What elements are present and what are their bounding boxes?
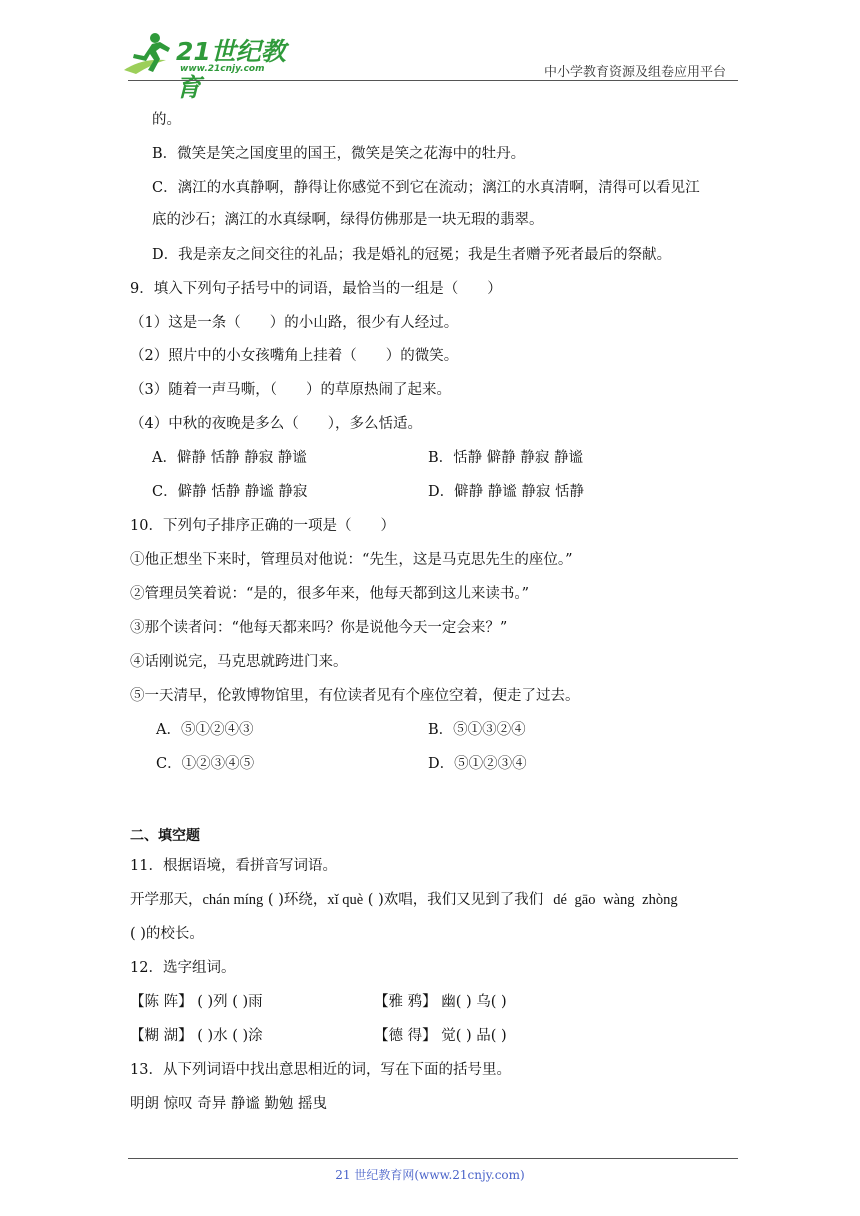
- q9-option-b: B．恬静 僻静 静寂 静谧: [428, 450, 583, 466]
- q8-option-d: D．我是亲友之间交往的礼品；我是婚礼的冠冕；我是生者赠予死者最后的祭献。: [152, 247, 672, 263]
- q10-sentence-5: ⑤一天清早，伦敦博物馆里，有位读者见有个座位空着，便走了过去。: [130, 688, 580, 704]
- q10-option-b: B．⑤①③②④: [428, 722, 526, 738]
- q8-option-c-line2: 底的沙石；漓江的水真绿啊，绿得仿佛那是一块无瑕的翡翠。: [152, 212, 544, 228]
- q11-pinyin-2: xǐ què: [327, 892, 364, 908]
- q10-option-a: A．⑤①②④③: [156, 722, 254, 738]
- q9-option-a: A．僻静 恬静 静寂 静谧: [152, 450, 307, 466]
- logo-text: 21世纪教育: [176, 37, 286, 102]
- q8-option-b: B．微笑是笑之国度里的国王，微笑是笑之花海中的牡丹。: [152, 146, 526, 162]
- q8-option-a-continued: 的。: [152, 112, 181, 128]
- q11-line-2: ( )的校长。: [130, 926, 204, 942]
- q10-stem: 10．下列句子排序正确的一项是（ ）: [130, 518, 395, 534]
- q11-pinyin-1: chán míng: [202, 892, 264, 908]
- q9-sentence-3: （3）随着一声马嘶，（ ）的草原热闹了起来。: [130, 382, 451, 398]
- q9-sentence-2: （2）照片中的小女孩嘴角上挂着（ ）的微笑。: [130, 348, 459, 364]
- q12-row1-left: 【陈 阵】 ( )列 ( )雨: [130, 994, 263, 1010]
- platform-name: 中小学教育资源及组卷应用平台: [543, 65, 726, 80]
- q12-row2-left: 【糊 湖】 ( )水 ( )涂: [130, 1028, 263, 1044]
- q11-text-b: ( )环绕，: [263, 892, 328, 908]
- q9-sentence-4: （4）中秋的夜晚是多么（ ），多么恬适。: [130, 416, 422, 432]
- q10-option-c: C．①②③④⑤: [156, 756, 255, 772]
- q12-stem: 12．选字组词。: [130, 960, 236, 976]
- q12-row2-right: 【德 得】 觉( ) 品( ): [374, 1028, 507, 1044]
- q8-option-c-line1: C．漓江的水真静啊，静得让你感觉不到它在流动；漓江的水真清啊，清得可以看见江: [152, 180, 700, 196]
- page-footer: 21 世纪教育网(www.21cnjy.com): [335, 1168, 525, 1182]
- q10-option-d: D．⑤①②③④: [428, 756, 527, 772]
- q11-pinyin-3: dé gāo wàng zhòng: [553, 892, 678, 908]
- q11-stem: 11．根据语境，看拼音写词语。: [130, 858, 337, 874]
- q13-stem: 13．从下列词语中找出意思相近的词，写在下面的括号里。: [130, 1062, 511, 1078]
- q12-row1-right: 【雅 鸦】 幽( ) 乌( ): [374, 994, 507, 1010]
- site-logo: [122, 30, 292, 102]
- q9-option-c: C．僻静 恬静 静谧 静寂: [152, 484, 308, 500]
- q13-word-list: 明朗 惊叹 奇异 静谧 勤勉 摇曳: [130, 1096, 328, 1112]
- q10-sentence-4: ④话刚说完，马克思就跨进门来。: [130, 654, 348, 670]
- runner-logo-icon: [122, 30, 178, 78]
- q10-sentence-3: ③那个读者问：“他每天都来吗？你是说他今天一定会来？”: [130, 620, 508, 636]
- page-header: [0, 0, 860, 102]
- header-divider: [128, 80, 738, 81]
- q11-text-c: ( )欢唱，我们又见到了我们: [363, 892, 544, 908]
- footer-divider: [128, 1158, 738, 1159]
- q10-sentence-1: ①他正想坐下来时，管理员对他说：“先生，这是马克思先生的座位。”: [130, 552, 573, 568]
- q11-text-a: 开学那天，: [130, 892, 203, 908]
- q9-stem: 9．填入下列句子括号中的词语，最恰当的一组是（ ）: [130, 281, 502, 297]
- section-title-fill-blank: 二、填空题: [130, 828, 200, 844]
- q10-sentence-2: ②管理员笑着说：“是的，很多年来，他每天都到这儿来读书。”: [130, 586, 530, 602]
- q9-option-d: D．僻静 静谧 静寂 恬静: [428, 484, 584, 500]
- q11-line-1: [130, 890, 678, 910]
- q9-sentence-1: （1）这是一条（ ）的小山路，很少有人经过。: [130, 315, 459, 331]
- logo-url: www.21cnjy.com: [180, 64, 265, 74]
